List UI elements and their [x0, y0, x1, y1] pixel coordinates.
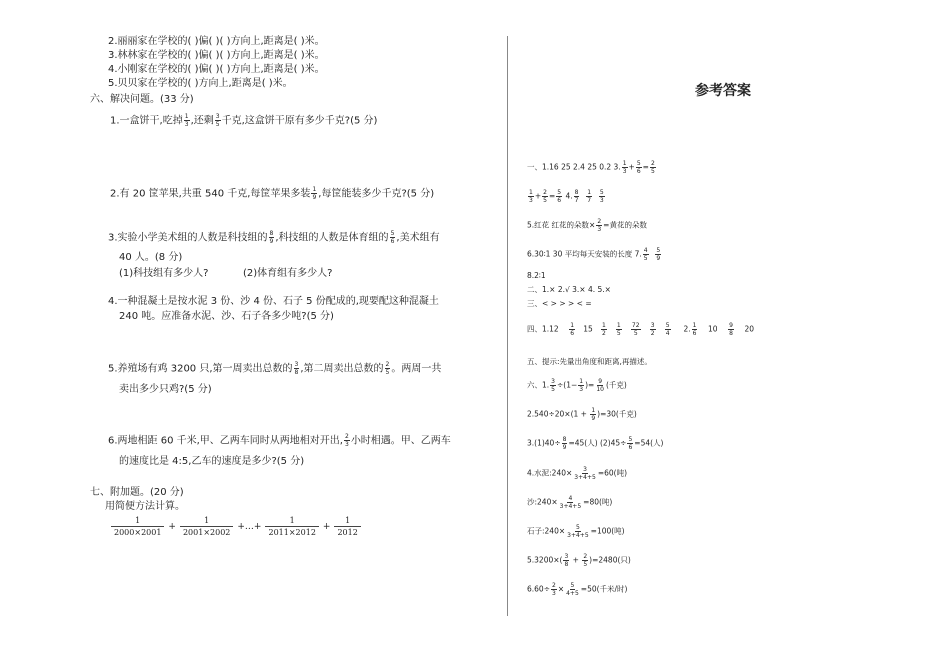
problem-5-line-2: 卖出多少只鸡?(5 分) — [119, 384, 212, 395]
answer-4: 6.30∶1 30 平均每天安装的长度 7. $\frac{4}{5}$ $\frac{5}{9}$ — [527, 247, 661, 262]
fraction: $\frac{3}{2}$ — [650, 322, 655, 337]
fraction: $\frac{2}{5}$ — [385, 361, 390, 376]
answer-10: 六、1. $\frac{3}{5}$ ÷(1− $\frac{1}{3}$ )= $\frac{9}{10}$ (千克) — [527, 378, 627, 393]
problem-1: 1.一盒饼干,吃掉 $\frac{1}{3}$ ,还剩 $\frac{3}{5}$ 千克,这盒饼干原有多少千克?(5 分) — [110, 113, 378, 128]
answer-5: 8.2∶1 — [527, 271, 546, 280]
answer-9: 五、提示:先量出角度和距离,再描述。 — [527, 357, 652, 366]
fraction: $\frac{5}{3+4+5}$ — [567, 524, 589, 539]
fraction: $\frac{2}{3}$ — [344, 433, 349, 448]
fraction: $\frac{3}{3+4+5}$ — [574, 466, 596, 481]
answer-8: 四、1.12 $\frac{1}{6}$ 15 $\frac{1}{2}$ $\frac{1}{5}$ $\frac{72}{5}$ $\frac{3}{2}$ $\frac{5}{4}$ 2. $\frac{1}{6}$ 10 $\frac{9}{8}$ 20 — [527, 322, 754, 337]
problem-2: 2.有 20 筐苹果,共重 540 千克,每筐苹果多装 $\frac{1}{9}$ ,每筐能装多少千克?(5 分) — [110, 186, 435, 201]
section-6-title: 六、解决问题。(33 分) — [90, 94, 194, 105]
answer-11: 2.540÷20×(1 + $\frac{1}{9}$ )=30(千克) — [527, 407, 637, 422]
problem-6-line-2: 的速度比是 4:5,乙车的速度是多少?(5 分) — [119, 456, 305, 467]
fraction: $\frac{9}{8}$ — [729, 322, 733, 337]
answer-17: 6.60÷ $\frac{2}{3}$ × $\frac{5}{4+5}$ =50(千米/时) — [527, 582, 628, 597]
fraction: $\frac{8}{7}$ — [574, 189, 579, 204]
fraction: $\frac{1}{6}$ — [692, 322, 697, 337]
answer-14: 沙:240× $\frac{4}{3+4+5}$ =80(吨) — [527, 495, 613, 510]
fraction: $\frac{1}{3}$ — [579, 378, 584, 393]
problem-3-q2: (2)体育组有多少人? — [243, 268, 333, 279]
fraction: $\frac{1}{2012}$ — [334, 515, 360, 538]
answer-16: 5.3200×( $\frac{3}{8}$ + $\frac{2}{5}$ )=2480(只) — [527, 553, 631, 568]
fraction: $\frac{2}{3}$ — [551, 582, 556, 597]
fraction: $\frac{1}{9}$ — [591, 407, 596, 422]
fraction: $\frac{1}{6}$ — [570, 322, 575, 337]
answer-key-title: 参考答案 — [695, 83, 751, 99]
fraction: $\frac{1}{7}$ — [587, 189, 592, 204]
fraction: $\frac{2}{5}$ — [543, 189, 547, 204]
fraction: $\frac{3}{8}$ — [564, 553, 569, 568]
fraction: $\frac{5}{3}$ — [599, 189, 604, 204]
fraction: $\frac{5}{6}$ — [628, 436, 633, 451]
problem-3-line-2: 40 人。(8 分) — [119, 252, 183, 263]
fraction: $\frac{1}{2011\times 2012}$ — [265, 515, 318, 538]
section-7-instruction: 用简便方法计算。 — [105, 501, 185, 512]
problem-4-line-2: 240 吨。应准备水泥、沙、石子各多少吨?(5 分) — [119, 311, 334, 322]
answer-7: 三、< > > > < = — [527, 299, 592, 308]
direction-item-3: 3.林林家在学校的( )偏( )( )方向上,距离是( )米。 — [108, 50, 325, 61]
fraction: $\frac{5}{6}$ — [636, 160, 641, 175]
answer-3: 5.红花 红花的朵数× $\frac{2}{3}$ =黄花的朵数 — [527, 218, 647, 233]
fraction: $\frac{5}{6}$ — [390, 230, 395, 245]
direction-item-4: 4.小刚家在学校的( )偏( )( )方向上,距离是( )米。 — [108, 64, 325, 75]
fraction: $\frac{3}{5}$ — [551, 378, 555, 393]
fraction: $\frac{1}{5}$ — [616, 322, 621, 337]
fraction: $\frac{8}{9}$ — [269, 230, 274, 245]
fraction: $\frac{3}{5}$ — [215, 113, 220, 128]
column-divider — [507, 36, 508, 616]
answer-6: 二、1.× 2.√ 3.× 4. 5.× — [527, 285, 611, 294]
fraction: $\frac{1}{2}$ — [601, 322, 606, 337]
fraction: $\frac{3}{8}$ — [294, 361, 299, 376]
section-7-expression: $\frac{1}{2000\times 2001}$ + $\frac{1}{2001\times 2002}$ +…+ $\frac{1}{2011\times 2012}$ + $\frac{1}{2012}$ — [108, 515, 364, 538]
fraction: $\frac{1}{3}$ — [184, 113, 189, 128]
fraction: $\frac{8}{9}$ — [562, 436, 567, 451]
fraction: $\frac{1}{3}$ — [529, 189, 533, 204]
answer-12: 3.(1)40÷ $\frac{8}{9}$ =45(人) (2)45÷ $\frac{5}{6}$ =54(人) — [527, 436, 664, 451]
direction-item-5: 5.贝贝家在学校的( )方向上,距离是( )米。 — [108, 78, 293, 89]
fraction: $\frac{5}{6}$ — [557, 189, 562, 204]
problem-3-q1: (1)科技组有多少人? — [119, 268, 209, 279]
problem-4-line-1: 4.一种混凝土是按水泥 3 份、沙 4 份、石子 5 份配成的,现要配这种混凝土 — [108, 296, 439, 307]
fraction: $\frac{5}{9}$ — [656, 247, 661, 262]
answer-2: $\frac{1}{3}$ + $\frac{2}{5}$ = $\frac{5}{6}$ 4. $\frac{8}{7}$ $\frac{1}{7}$ $\frac{5}{3}$ — [529, 189, 604, 204]
direction-item-2: 2.丽丽家在学校的( )偏( )( )方向上,距离是( )米。 — [108, 36, 325, 47]
fraction: $\frac{1}{3}$ — [622, 160, 627, 175]
answer-15: 石子:240× $\frac{5}{3+4+5}$ =100(吨) — [527, 524, 625, 539]
problem-3: 3.实验小学美术组的人数是科技组的 $\frac{8}{9}$ ,科技组的人数是体育组的 $\frac{5}{6}$ ,美术组有 — [108, 230, 440, 245]
fraction: $\frac{5}{4+5}$ — [566, 582, 579, 597]
problem-5: 5.养殖场有鸡 3200 只,第一周卖出总数的 $\frac{3}{8}$ ,第二周卖出总数的 $\frac{2}{5}$ 。两周一共 — [108, 361, 442, 376]
fraction: $\frac{1}{2001\times 2002}$ — [180, 515, 233, 538]
fraction: $\frac{5}{4}$ — [665, 322, 670, 337]
fraction: $\frac{4}{5}$ — [643, 247, 648, 262]
fraction: $\frac{1}{9}$ — [312, 186, 317, 201]
fraction: $\frac{4}{3+4+5}$ — [559, 495, 582, 510]
fraction: $\frac{9}{10}$ — [596, 378, 604, 393]
answer-13: 4.水泥:240× $\frac{3}{3+4+5}$ =60(吨) — [527, 466, 627, 481]
fraction: $\frac{72}{5}$ — [631, 322, 640, 337]
answer-1: 一、1.16 25 2.4 25 0.2 3. $\frac{1}{3}$ + $\frac{5}{6}$ = $\frac{2}{5}$ — [527, 160, 655, 175]
problem-6: 6.两地相距 60 千米,甲、乙两车同时从两地相对开出, $\frac{2}{3}$ 小时相遇。甲、乙两车 — [108, 433, 451, 448]
fraction: $\frac{2}{5}$ — [650, 160, 655, 175]
fraction: $\frac{1}{2000\times 2001}$ — [111, 515, 164, 538]
fraction: $\frac{2}{3}$ — [597, 218, 602, 233]
fraction: $\frac{2}{5}$ — [583, 553, 588, 568]
section-7-title: 七、附加题。(20 分) — [90, 487, 184, 498]
